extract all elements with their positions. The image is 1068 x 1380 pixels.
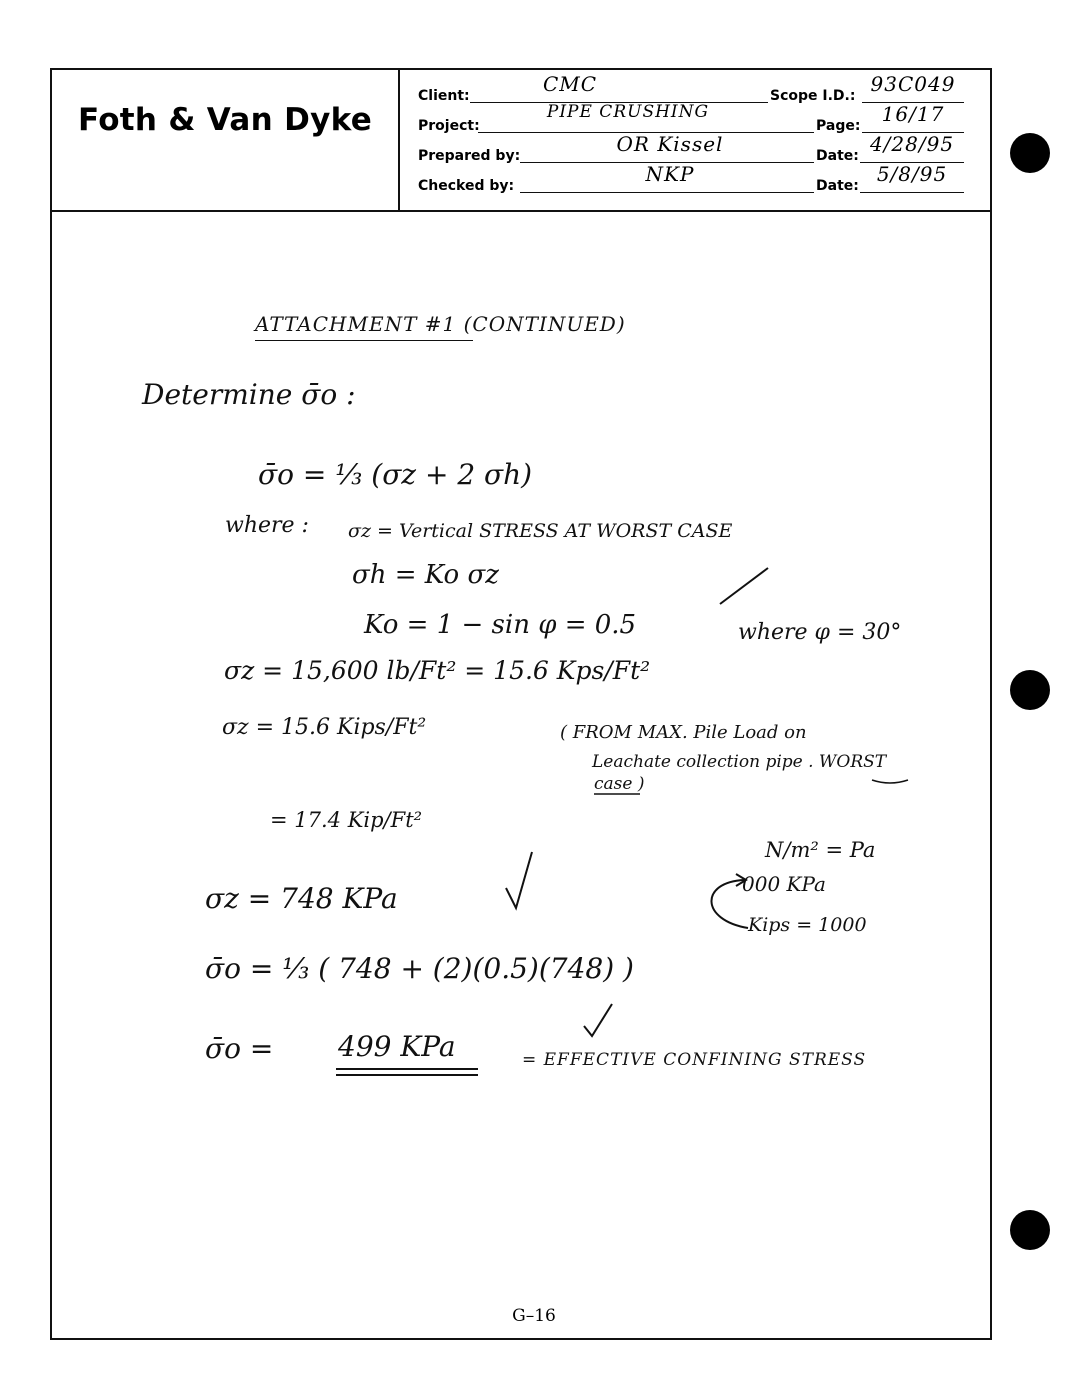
checked-value: NKP xyxy=(645,162,695,186)
note-line-1: ( FROM MAX. Pile Load on xyxy=(560,722,807,743)
equation-final-note: = EFFECTIVE CONFINING STRESS xyxy=(522,1050,867,1070)
equation-sigma-z-4: σz = 748 KPa xyxy=(205,882,398,915)
equation-sigma-o: σ̄o = ⅓ (σz + 2 σh) xyxy=(258,458,533,491)
date2-value: 5/8/95 xyxy=(876,162,948,186)
check-mark-final xyxy=(584,1004,612,1036)
side-note-1: N/m² = Pa xyxy=(765,838,876,862)
equation-final-lhs: σ̄o = xyxy=(205,1032,274,1065)
curved-arrow xyxy=(711,880,748,928)
equation-final-result: 499 KPa xyxy=(338,1030,456,1063)
date2-label: Date: xyxy=(816,178,859,194)
scope-value: 93C049 xyxy=(870,72,956,96)
check-slash-mark xyxy=(720,568,768,604)
prepared-label: Prepared by: xyxy=(418,148,521,164)
prepared-value: OR Kissel xyxy=(616,132,724,156)
note-line-2: Leachate collection pipe . WORST xyxy=(592,752,887,772)
date1-value: 4/28/95 xyxy=(869,132,955,156)
where-definition: σz = Vertical STRESS AT WORST CASE xyxy=(348,520,733,542)
company-name: Foth & Van Dyke xyxy=(77,102,373,138)
note-line-3: case ) xyxy=(594,774,645,794)
page-label: Page: xyxy=(816,118,861,134)
equation-sigma-z-2: σz = 15.6 Kips/Ft² xyxy=(222,715,427,740)
worst-underline xyxy=(872,780,908,783)
attachment-title: ATTACHMENT #1 (CONTINUED) xyxy=(255,312,626,336)
phi-note: where φ = 30° xyxy=(738,620,902,645)
client-value: CMC xyxy=(542,72,598,96)
side-note-3: Kips = 1000 xyxy=(748,914,867,936)
page-value: 16/17 xyxy=(881,102,945,126)
project-label: Project: xyxy=(418,118,480,134)
equation-sigma-z-3: = 17.4 Kip/Ft² xyxy=(270,808,423,832)
date1-label: Date: xyxy=(816,148,859,164)
project-value: PIPE CRUSHING xyxy=(546,102,710,122)
client-label: Client: xyxy=(418,88,470,104)
equation-sigma-z-1: σz = 15,600 lb/Ft² = 15.6 Kps/Ft² xyxy=(224,656,651,685)
side-note-2: 000 KPa xyxy=(742,872,826,896)
checked-label: Checked by: xyxy=(418,178,515,194)
determine-heading: Determine σ̄o : xyxy=(142,378,356,411)
page-number: G–16 xyxy=(512,1306,556,1326)
equation-ko: Ko = 1 − sin φ = 0.5 xyxy=(364,610,637,640)
equation-sigma-h: σh = Ko σz xyxy=(352,560,499,590)
equation-final-1: σ̄o = ⅓ ( 748 + (2)(0.5)(748) ) xyxy=(205,952,634,985)
check-mark-748 xyxy=(506,852,532,908)
where-label: where : xyxy=(225,513,309,538)
scope-label: Scope I.D.: xyxy=(770,88,856,104)
